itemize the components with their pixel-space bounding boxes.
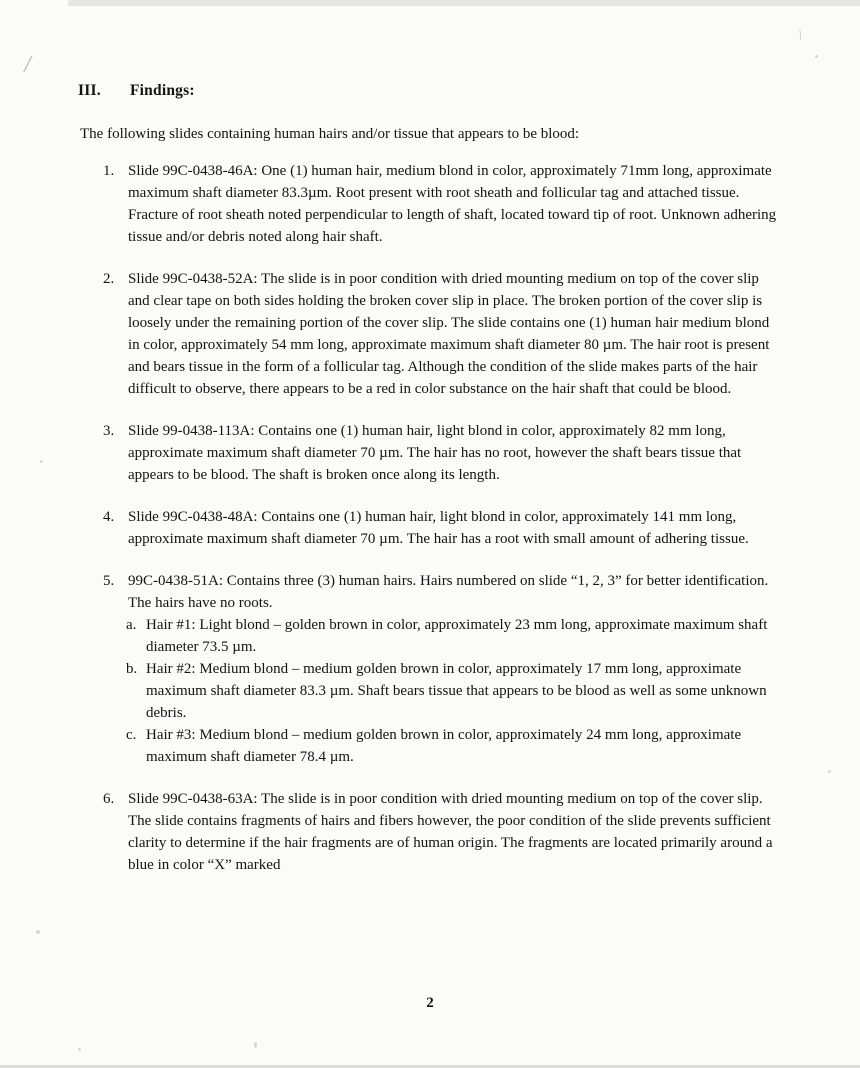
pen-mark-icon: / — [22, 49, 34, 79]
finding-text: 99C-0438-51A: Contains three (3) human hairs. Hairs numbered on slide “1, 2, 3” for better identification. The hairs have no roots. — [128, 573, 769, 611]
scan-speck — [78, 1048, 81, 1051]
finding-marker: 6. — [103, 791, 115, 807]
section-heading — [78, 82, 195, 100]
finding-item — [0, 506, 860, 550]
finding-subitem-text: Hair #2: Medium blond – medium golden brown in color, approximately 17 mm long, approximate maximum shaft diameter 83.3 µm. Shaft bears tissue that appears to be blood as well as some unknown debris. — [146, 661, 767, 721]
finding-subitem — [126, 724, 780, 768]
finding-text: Slide 99-0438-113A: Contains one (1) human hair, light blond in color, approximately 82 mm long, approximate maximum shaft diameter 70 µm. The hair has no root, however the shaft bears tissue that appears to be blood. The shaft is broken once along its length. — [128, 423, 742, 483]
scan-speck — [36, 930, 40, 934]
finding-sublist — [128, 614, 780, 768]
page-number: 2 — [426, 995, 434, 1011]
section-numeral: III. — [78, 82, 101, 99]
findings-list — [0, 160, 860, 896]
finding-text: Slide 99C-0438-52A: The slide is in poor condition with dried mounting medium on top of the cover slip and clear tape on both sides holding the broken cover slip in place. The broken portion of the cover slip is loosely under the remaining portion of the cover slip. The slide contains one (1) human hair medium blond in color, approximately 54 mm long, approximate maximum shaft diameter 80 µm. The hair root is present and bears tissue in the form of a follicular tag. Although the condition of the slide makes parts of the hair difficult to observe, there appears to be a red in color substance on the hair shaft that could be blood. — [128, 271, 770, 397]
finding-subitem-text: Hair #1: Light blond – golden brown in color, approximately 23 mm long, approximate maximum shaft diameter 73.5 µm. — [146, 617, 768, 655]
scan-edge-top — [68, 0, 860, 6]
intro-paragraph: The following slides containing human hairs and/or tissue that appears to be blood: — [80, 126, 580, 142]
finding-marker: 1. — [103, 163, 115, 179]
finding-item — [0, 268, 860, 400]
pen-mark-secondary-icon: \ — [796, 27, 805, 45]
finding-subitem-marker: a. — [126, 617, 137, 633]
finding-subitem-marker: c. — [126, 727, 137, 743]
finding-marker: 3. — [103, 423, 115, 439]
finding-text: Slide 99C-0438-46A: One (1) human hair, medium blond in color, approximately 71mm long, approximate maximum shaft diameter 83.3µm. Root present with root sheath and follicular tag and attached tissue. Fracture of root sheath noted perpendicular to length of shaft, located toward tip of root. Unknown adhering tissue and/or debris noted along hair shaft. — [128, 163, 777, 245]
finding-item — [0, 788, 860, 876]
scan-speck — [254, 1042, 257, 1048]
finding-marker: 5. — [103, 573, 115, 589]
finding-text: Slide 99C-0438-48A: Contains one (1) human hair, light blond in color, approximately 141 mm long, approximate maximum shaft diameter 70 µm. The hair has a root with small amount of adhering tissue. — [128, 509, 749, 547]
finding-subitem-text: Hair #3: Medium blond – medium golden brown in color, approximately 24 mm long, approximate maximum shaft diameter 78.4 µm. — [146, 727, 742, 765]
finding-marker: 4. — [103, 509, 115, 525]
finding-item — [0, 160, 860, 248]
finding-item — [0, 570, 860, 768]
finding-subitem-marker: b. — [126, 661, 138, 677]
finding-marker: 2. — [103, 271, 115, 287]
finding-subitem — [126, 658, 780, 724]
finding-subitem — [126, 614, 780, 658]
scan-speck — [815, 55, 818, 58]
section-title: Findings: — [130, 82, 195, 99]
finding-text: Slide 99C-0438-63A: The slide is in poor condition with dried mounting medium on top of the cover slip. The slide contains fragments of hairs and fibers however, the poor condition of the slide prevents sufficient clarity to determine if the hair fragments are of human origin. The fragments are located primarily around a blue in color “X” marked — [128, 791, 773, 873]
finding-item — [0, 420, 860, 486]
